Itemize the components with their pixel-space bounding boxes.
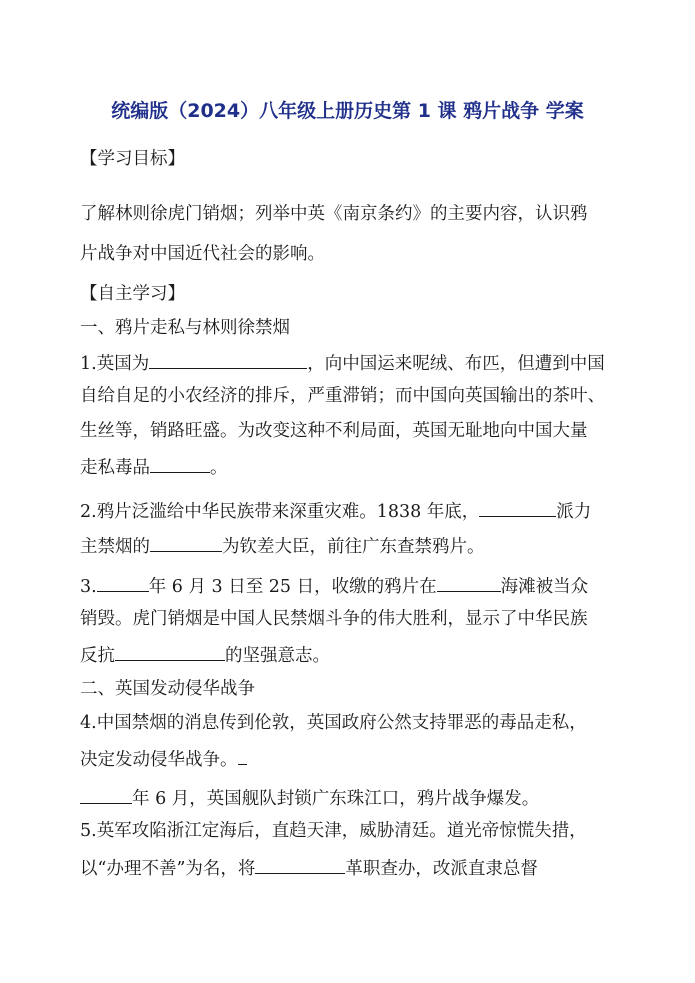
q1-line-2: 自给自足的小农经济的排斥，严重滞销；而中国向英国输出的茶叶、 [80,386,605,406]
page-title: 统编版（2024）八年级上册历史第 1 课 鸦片战争 学案 [111,100,584,122]
q3-line-1 [80,574,588,598]
q4-line-2 [80,747,247,771]
q3-blank-1[interactable] [97,574,149,592]
q2-line-1 [80,499,591,523]
q3-text-l3b: 的坚强意志。 [225,646,330,666]
q3-text-a: 3. [80,577,97,597]
q2-line-2 [80,534,485,558]
part1-heading: 一、鸦片走私与林则徐禁烟 [80,318,290,338]
objectives-heading: 【学习目标】 [80,149,185,169]
q2-blank-1[interactable] [479,499,556,517]
q3-text-c: 海滩被当众 [500,577,589,597]
q3-text-b: 年 6 月 3 日至 25 日，收缴的鸦片在 [148,577,437,597]
q3-blank-2[interactable] [437,574,501,592]
q4-text-l3b: 年 6 月，英国舰队封锁广东珠江口，鸦片战争爆发。 [132,789,540,809]
q4-blank-1[interactable] [238,747,247,765]
q1-blank-2[interactable] [150,455,210,473]
q1-line-3: 生丝等，销路旺盛。为改变这种不利局面，英国无耻地向中国大量 [80,421,588,441]
q3-text-l3a: 反抗 [80,646,115,666]
q2-blank-2[interactable] [150,534,222,552]
q2-text-l2a: 主禁烟的 [80,537,150,557]
q5-text-l2b: 革职查办，改派直隶总督 [345,859,538,879]
q2-text-b: 派力 [556,502,592,522]
objectives-line-1: 了解林则徐虎门销烟；列举中英《南京条约》的主要内容，认识鸦 [80,204,588,224]
q3-line-2: 销毁。虎门销烟是中国人民禁烟斗争的伟大胜利，显示了中华民族 [80,609,588,629]
q4-line-3 [80,786,539,810]
q1-line-4 [80,455,228,479]
q4-text-l2: 决定发动侵华战争。 [80,750,238,770]
q5-line-1: 5.英军攻陷浙江定海后，直趋天津，威胁清廷。道光帝惊慌失措， [80,821,587,841]
q4-line-1: 4.中国禁烟的消息传到伦敦，英国政府公然支持罪恶的毒品走私， [80,713,587,733]
q2-text-l2b: 为钦差大臣，前往广东查禁鸦片。 [222,537,485,557]
q5-line-2 [80,856,538,880]
q1-text-b: ，向中国运来呢绒、布匹，但遭到中国 [307,354,605,374]
q3-line-3 [80,643,330,667]
q5-text-l2a: 以“办理不善”为名，将 [80,859,256,879]
q1-text-l4a: 走私毒品 [80,458,150,478]
part2-heading: 二、英国发动侵华战争 [80,679,255,699]
q3-blank-3[interactable] [115,643,225,661]
q1-line-1 [80,351,605,375]
objectives-line-2: 片战争对中国近代社会的影响。 [80,244,325,264]
q5-blank-1[interactable] [255,856,345,874]
q1-blank-1[interactable] [149,351,307,369]
q4-blank-2[interactable] [80,786,132,804]
q1-text-a: 1.英国为 [80,354,150,374]
q1-text-l4b: 。 [210,458,228,478]
self-study-heading: 【自主学习】 [80,284,185,304]
q2-text-a: 2.鸦片泛滥给中华民族带来深重灾难。1838 年底， [80,502,480,522]
